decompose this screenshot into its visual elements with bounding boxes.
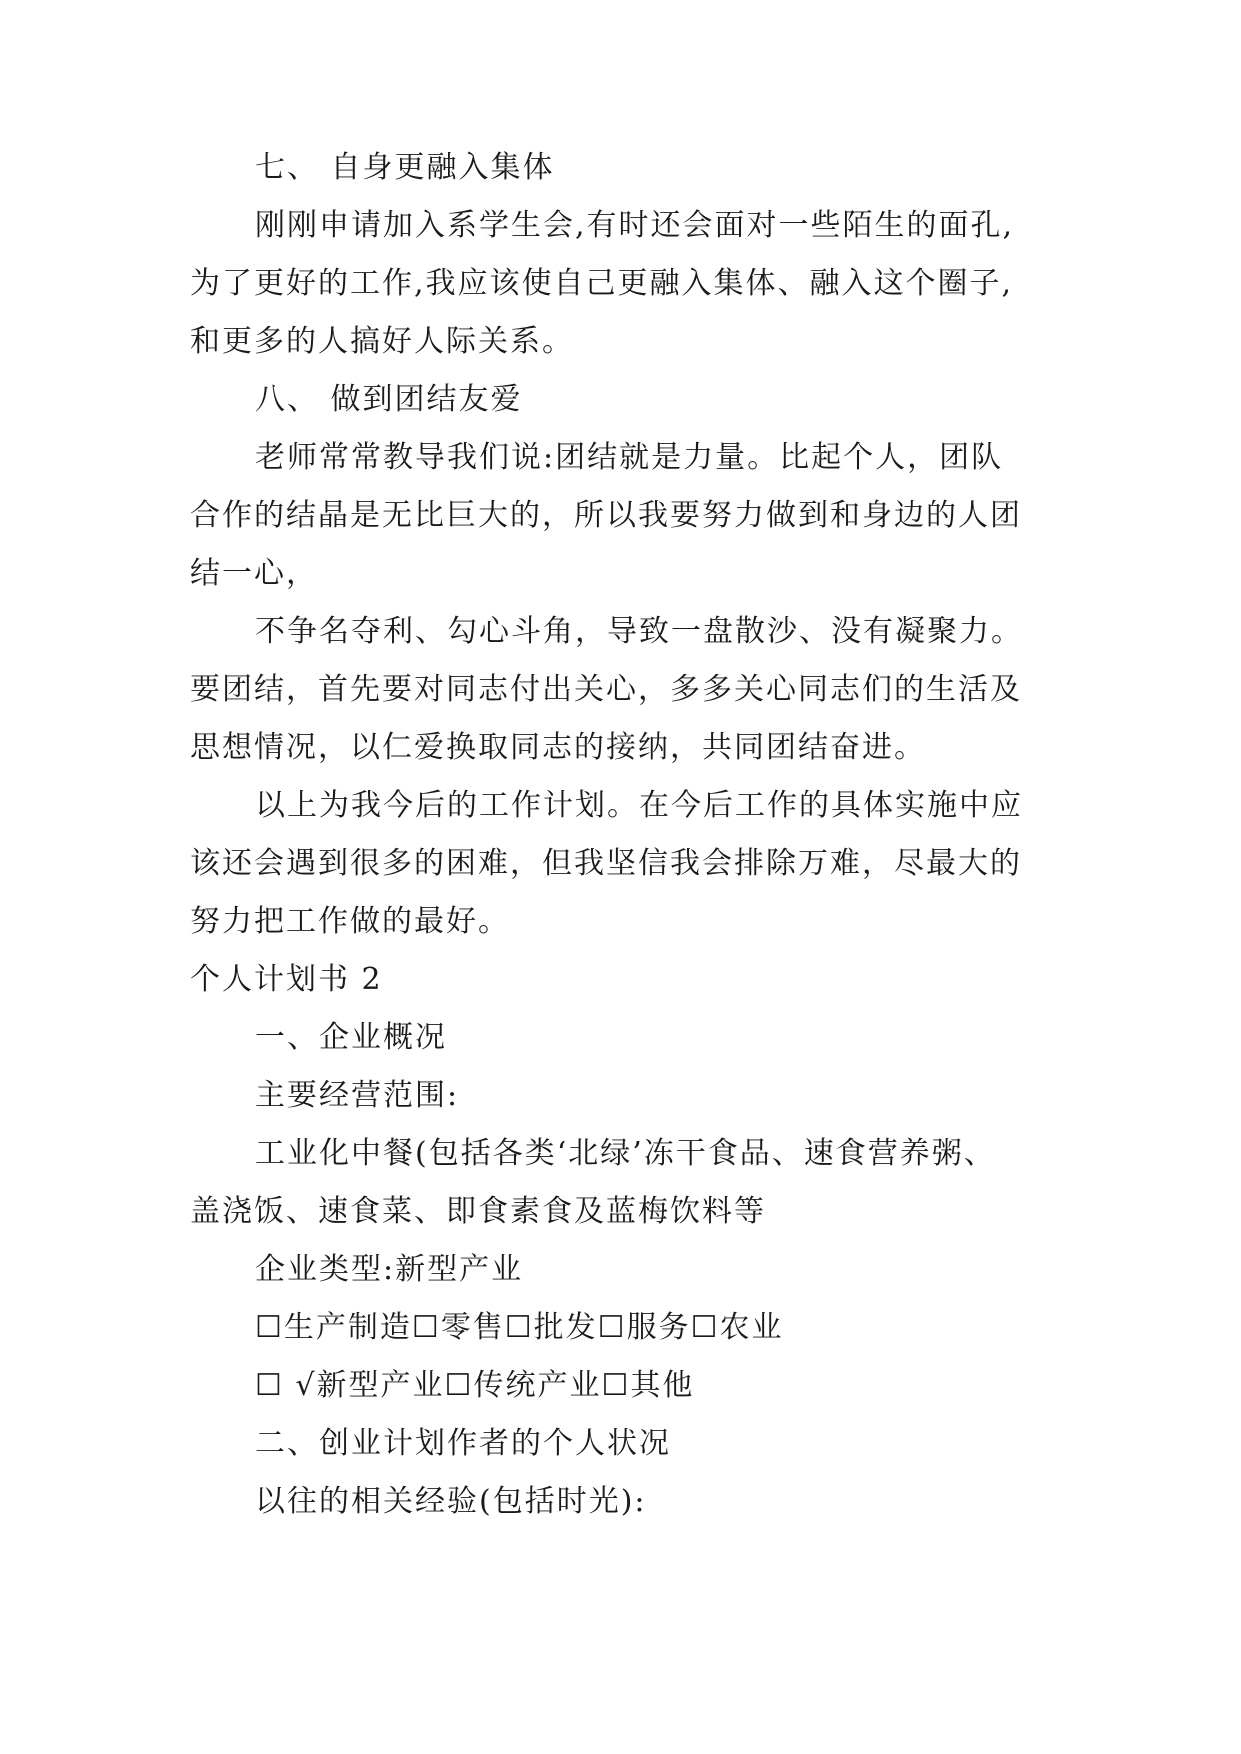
- paragraph-line: 努力把工作做的最好。: [190, 904, 510, 939]
- paragraph-line: 合作的结晶是无比巨大的，所以我要努力做到和身边的人团: [190, 498, 1022, 533]
- paragraph-line: 要团结，首先要对同志付出关心，多多关心同志们的生活及: [190, 672, 1022, 707]
- paragraph-line: 结一心，: [190, 556, 318, 591]
- paragraph-line: 刚刚申请加入系学生会,有时还会面对一些陌生的面孔,: [255, 208, 1015, 243]
- section-heading-2: 二、创业计划作者的个人状况: [255, 1426, 671, 1461]
- paragraph-line: 老师常常教导我们说:团结就是力量。比起个人，团队: [255, 440, 1004, 475]
- paragraph-line: 和更多的人搞好人际关系。: [190, 324, 574, 359]
- paragraph-line: 以上为我今后的工作计划。在今后工作的具体实施中应: [255, 788, 1023, 823]
- paragraph-line: 企业类型:新型产业: [255, 1252, 524, 1287]
- document-title: 个人计划书 2: [190, 962, 383, 997]
- section-heading-1: 一、企业概况: [255, 1020, 447, 1055]
- paragraph-line: 思想情况，以仁爱换取同志的接纳，共同团结奋进。: [190, 730, 926, 765]
- checkbox-options-line: ☐生产制造☐零售☐批发☐服务☐农业: [255, 1310, 784, 1345]
- section-heading-7: 七、 自身更融入集体: [255, 150, 555, 185]
- paragraph-line: 不争名夺利、勾心斗角，导致一盘散沙、没有凝聚力。: [255, 614, 1023, 649]
- checkbox-options-line: ☐ √新型产业☐传统产业☐其他: [255, 1368, 695, 1403]
- paragraph-line: 盖浇饭、速食菜、即食素食及蓝梅饮料等: [190, 1194, 766, 1229]
- paragraph-line: 以往的相关经验(包括时光):: [255, 1484, 647, 1519]
- paragraph-line: 主要经营范围:: [255, 1078, 460, 1113]
- paragraph-line: 为了更好的工作,我应该使自己更融入集体、融入这个圈子,: [190, 266, 1014, 301]
- section-heading-8: 八、 做到团结友爱: [255, 382, 523, 417]
- paragraph-line: 该还会遇到很多的困难，但我坚信我会排除万难，尽最大的: [190, 846, 1022, 881]
- paragraph-line: 工业化中餐(包括各类‘北绿’冻干食品、速食营养粥、: [255, 1136, 996, 1171]
